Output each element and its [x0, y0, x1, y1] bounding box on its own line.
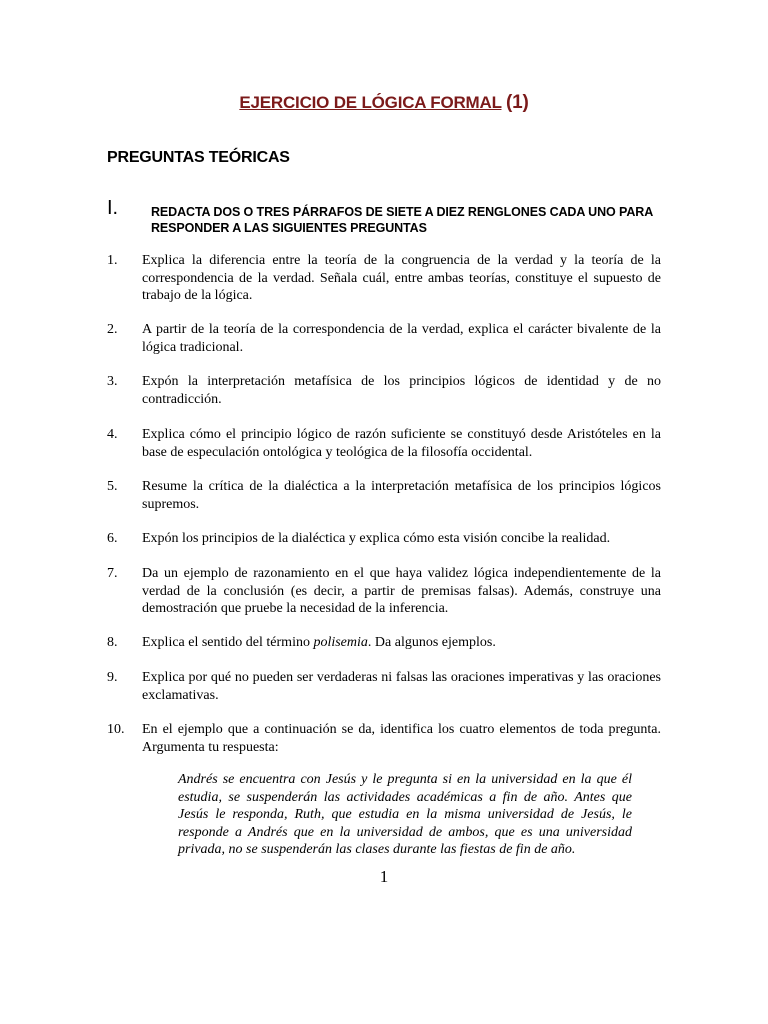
- question-text: [142, 634, 661, 652]
- question-term: polisemia: [313, 635, 368, 650]
- question-text: En el ejemplo que a continuación se da, identifica los cuatro elementos de toda pregunta. Argumenta tu respuesta:: [142, 722, 661, 755]
- question-number: 3.: [107, 374, 118, 389]
- page-number: 1: [379, 867, 389, 886]
- question-text: Da un ejemplo de razonamiento en el que haya validez lógica independientemente de la verdad de la conclusión (es decir, a partir de premisas falsas). Además, construye una demostración que pruebe la necesidad de la inferencia.: [142, 566, 661, 616]
- question-text: Expón la interpretación metafísica de los principios lógicos de identidad y de no contradicción.: [142, 374, 661, 407]
- question-text: Explica la diferencia entre la teoría de la congruencia de la verdad y la teoría de la correspondencia de la verdad. Señala cuál, entre ambas teorías, constituye el supuesto de trabajo de la lógica.: [142, 253, 661, 303]
- question-item: [107, 565, 661, 618]
- question-text: Resume la crítica de la dialéctica a la interpretación metafísica de los principios lógicos supremos.: [142, 479, 661, 512]
- question-number: 2.: [107, 322, 118, 337]
- question-item: [107, 721, 661, 756]
- question-item: [107, 426, 661, 461]
- question-number: 1.: [107, 253, 118, 268]
- question-number: 9.: [107, 670, 118, 685]
- title-main: EJERCICIO DE LÓGICA FORMAL: [239, 93, 502, 112]
- question-item: [107, 634, 661, 652]
- question-text: Explica cómo el principio lógico de razón suficiente se constituyó desde Aristóteles en la base de especulación ontológica y teológica de la filosofía occidental.: [142, 427, 661, 460]
- question-item: [107, 252, 661, 305]
- document-title: [0, 92, 768, 114]
- question-item: [107, 373, 661, 408]
- question-text: A partir de la teoría de la correspondencia de la verdad, explica el carácter bivalente de la lógica tradicional.: [142, 322, 661, 355]
- question-number: 7.: [107, 566, 118, 581]
- question-text-part: Explica el sentido del término: [142, 635, 314, 650]
- question-number: 6.: [107, 531, 118, 546]
- question-item: [107, 669, 661, 704]
- example-quote: Andrés se encuentra con Jesús y le pregunta si en la universidad en la que él estudia, se suspenderán las actividades académicas a fin de año. Antes que Jesús le responda, Ruth, que estudia en la misma universidad de Jesús, le responde a Andrés que en la universidad de ambos, que es una universidad privada, no se suspenderán las clases durante las fiestas de fin de año.: [178, 772, 632, 857]
- question-item: [107, 321, 661, 356]
- section-heading: PREGUNTAS TEÓRICAS: [107, 149, 290, 166]
- title-number: (1): [506, 92, 529, 113]
- question-number: 8.: [107, 635, 118, 650]
- question-number: 10.: [107, 722, 125, 737]
- question-item: [107, 530, 661, 548]
- question-number: 4.: [107, 427, 118, 442]
- question-text: Expón los principios de la dialéctica y explica cómo esta visión concibe la realidad.: [142, 531, 611, 546]
- part-numeral: I.: [107, 197, 119, 219]
- question-number: 5.: [107, 479, 118, 494]
- question-text: Explica por qué no pueden ser verdaderas ni falsas las oraciones imperativas y las oraciones exclamativas.: [142, 670, 661, 703]
- question-item: [107, 478, 661, 513]
- question-text-part: . Da algunos ejemplos.: [367, 635, 496, 650]
- part-instruction: REDACTA DOS O TRES PÁRRAFOS DE SIETE A DIEZ RENGLONES CADA UNO PARA RESPONDER A LAS SIGUIENTES PREGUNTAS: [151, 205, 653, 235]
